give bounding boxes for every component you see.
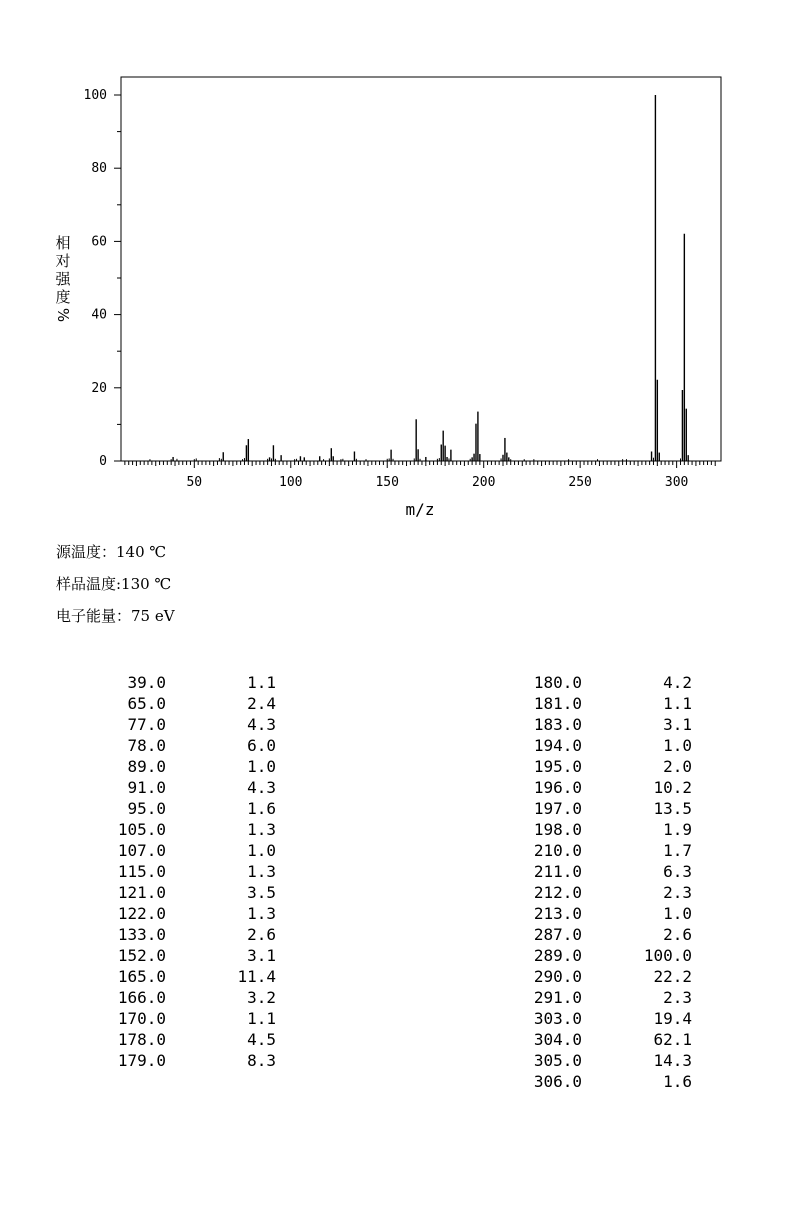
peak-mz: 89.0 <box>127 757 166 776</box>
peak-intensity: 6.3 <box>663 862 692 881</box>
peak-mz: 306.0 <box>533 1072 582 1091</box>
peak-intensity: 1.0 <box>247 841 276 860</box>
peak-row <box>400 1029 794 1050</box>
peak-row <box>400 840 794 861</box>
peak-mz: 152.0 <box>117 946 166 965</box>
peak-mz: 212.0 <box>533 883 582 902</box>
peak-intensity: 1.0 <box>663 736 692 755</box>
peak-row <box>400 693 794 714</box>
peak-row <box>400 1050 794 1071</box>
peak-intensity: 4.3 <box>247 715 276 734</box>
peak-mz: 91.0 <box>127 778 166 797</box>
peak-intensity: 1.3 <box>247 820 276 839</box>
peak-intensity: 22.2 <box>653 967 692 986</box>
peak-row <box>0 882 400 903</box>
peak-row <box>0 756 400 777</box>
peak-mz: 303.0 <box>533 1009 582 1028</box>
peak-row <box>0 777 400 798</box>
peak-mz: 211.0 <box>533 862 582 881</box>
peak-intensity: 1.1 <box>247 673 276 692</box>
peak-row <box>400 714 794 735</box>
peak-intensity: 100.0 <box>643 946 692 965</box>
peak-row <box>400 966 794 987</box>
peak-intensity: 19.4 <box>653 1009 692 1028</box>
electron-energy: 电子能量：75 eV <box>56 607 175 625</box>
peak-mz: 165.0 <box>117 967 166 986</box>
peak-row <box>0 945 400 966</box>
peak-row <box>400 861 794 882</box>
peak-mz: 133.0 <box>117 925 166 944</box>
x-axis-label: m/z <box>405 500 435 519</box>
peak-row <box>0 672 400 693</box>
peak-row <box>0 861 400 882</box>
peak-mz: 107.0 <box>117 841 166 860</box>
peak-intensity: 2.3 <box>663 988 692 1007</box>
peak-intensity: 3.2 <box>247 988 276 1007</box>
peak-mz: 289.0 <box>533 946 582 965</box>
peak-row <box>0 1029 400 1050</box>
peak-mz: 95.0 <box>127 799 166 818</box>
peak-intensity: 1.0 <box>663 904 692 923</box>
peak-row <box>400 987 794 1008</box>
peak-mz: 122.0 <box>117 904 166 923</box>
peak-row <box>0 966 400 987</box>
peak-intensity: 2.0 <box>663 757 692 776</box>
y-tick-label: 20 <box>91 380 107 396</box>
peak-table-right <box>400 672 794 1092</box>
peak-intensity: 4.3 <box>247 778 276 797</box>
peak-mz: 194.0 <box>533 736 582 755</box>
peak-row <box>0 924 400 945</box>
peak-intensity: 4.2 <box>663 673 692 692</box>
peak-intensity: 62.1 <box>653 1030 692 1049</box>
peak-intensity: 6.0 <box>247 736 276 755</box>
peak-mz: 170.0 <box>117 1009 166 1028</box>
peak-row <box>400 903 794 924</box>
sample-temperature: 样品温度:130 ℃ <box>56 575 172 593</box>
peak-mz: 105.0 <box>117 820 166 839</box>
peak-row <box>400 1071 794 1092</box>
peak-intensity: 14.3 <box>653 1051 692 1070</box>
x-tick-label: 50 <box>186 475 203 490</box>
peak-mz: 305.0 <box>533 1051 582 1070</box>
peak-mz: 287.0 <box>533 925 582 944</box>
peak-intensity: 1.3 <box>247 904 276 923</box>
peak-mz: 178.0 <box>117 1030 166 1049</box>
peak-intensity: 1.6 <box>663 1072 692 1091</box>
peak-mz: 198.0 <box>533 820 582 839</box>
x-tick-label: 200 <box>471 475 496 490</box>
peak-intensity: 13.5 <box>653 799 692 818</box>
peak-mz: 115.0 <box>117 862 166 881</box>
peak-row <box>0 987 400 1008</box>
mass-spectrum-chart <box>0 0 794 530</box>
peak-intensity: 1.9 <box>663 820 692 839</box>
y-tick-label: 80 <box>91 161 107 177</box>
peak-row <box>400 924 794 945</box>
peak-intensity: 1.3 <box>247 862 276 881</box>
peak-row <box>0 840 400 861</box>
peak-intensity: 4.5 <box>247 1030 276 1049</box>
peak-mz: 121.0 <box>117 883 166 902</box>
source-temperature: 源温度：140 ℃ <box>56 543 167 561</box>
peak-intensity: 2.4 <box>247 694 276 713</box>
x-tick-label: 150 <box>375 475 399 490</box>
x-tick-label: 300 <box>664 475 689 490</box>
peak-row <box>400 798 794 819</box>
peak-row <box>0 1008 400 1029</box>
peak-row <box>400 672 794 693</box>
peak-intensity: 1.1 <box>663 694 692 713</box>
peak-row <box>400 735 794 756</box>
peak-mz: 181.0 <box>533 694 582 713</box>
peak-row <box>400 819 794 840</box>
peak-intensity: 1.0 <box>247 757 276 776</box>
peak-row <box>400 1008 794 1029</box>
peak-row <box>400 882 794 903</box>
y-tick-label: 60 <box>91 234 107 250</box>
peak-mz: 179.0 <box>117 1051 166 1070</box>
peak-mz: 39.0 <box>127 673 166 692</box>
peak-row <box>0 735 400 756</box>
peak-mz: 78.0 <box>127 736 166 755</box>
peak-row <box>0 693 400 714</box>
peak-intensity: 3.5 <box>247 883 276 902</box>
peak-mz: 166.0 <box>117 988 166 1007</box>
peak-intensity: 2.3 <box>663 883 692 902</box>
peak-intensity: 1.6 <box>247 799 276 818</box>
y-tick-label: 100 <box>83 88 107 103</box>
peak-intensity: 2.6 <box>247 925 276 944</box>
peak-row <box>400 756 794 777</box>
peak-row <box>0 1050 400 1071</box>
peak-table-left <box>0 672 400 1071</box>
peak-intensity: 1.7 <box>663 841 692 860</box>
peak-mz: 291.0 <box>533 988 582 1007</box>
plot-frame <box>121 77 721 461</box>
peak-mz: 196.0 <box>533 778 582 797</box>
peak-intensity: 3.1 <box>247 946 276 965</box>
peak-row <box>0 798 400 819</box>
peak-intensity: 2.6 <box>663 925 692 944</box>
peak-intensity: 1.1 <box>247 1009 276 1028</box>
peak-mz: 290.0 <box>533 967 582 986</box>
peak-mz: 183.0 <box>533 715 582 734</box>
x-tick-label: 250 <box>568 475 592 490</box>
peak-intensity: 11.4 <box>237 967 276 986</box>
peak-mz: 213.0 <box>533 904 582 923</box>
peak-mz: 180.0 <box>533 673 582 692</box>
peak-row <box>400 777 794 798</box>
peak-mz: 304.0 <box>533 1030 582 1049</box>
y-axis-label: 相 对 强 度 % <box>54 234 72 323</box>
peak-row <box>0 819 400 840</box>
peak-mz: 65.0 <box>127 694 166 713</box>
y-tick-label: 40 <box>91 307 107 323</box>
peak-row <box>400 945 794 966</box>
peak-mz: 210.0 <box>533 841 582 860</box>
peak-mz: 195.0 <box>533 757 582 776</box>
peak-intensity: 3.1 <box>663 715 692 734</box>
peak-row <box>0 714 400 735</box>
peak-row <box>0 903 400 924</box>
peak-mz: 77.0 <box>127 715 166 734</box>
peak-intensity: 8.3 <box>247 1051 276 1070</box>
x-tick-label: 100 <box>279 475 303 490</box>
peak-mz: 197.0 <box>533 799 582 818</box>
y-tick-label: 0 <box>99 454 107 469</box>
peak-intensity: 10.2 <box>653 778 692 797</box>
